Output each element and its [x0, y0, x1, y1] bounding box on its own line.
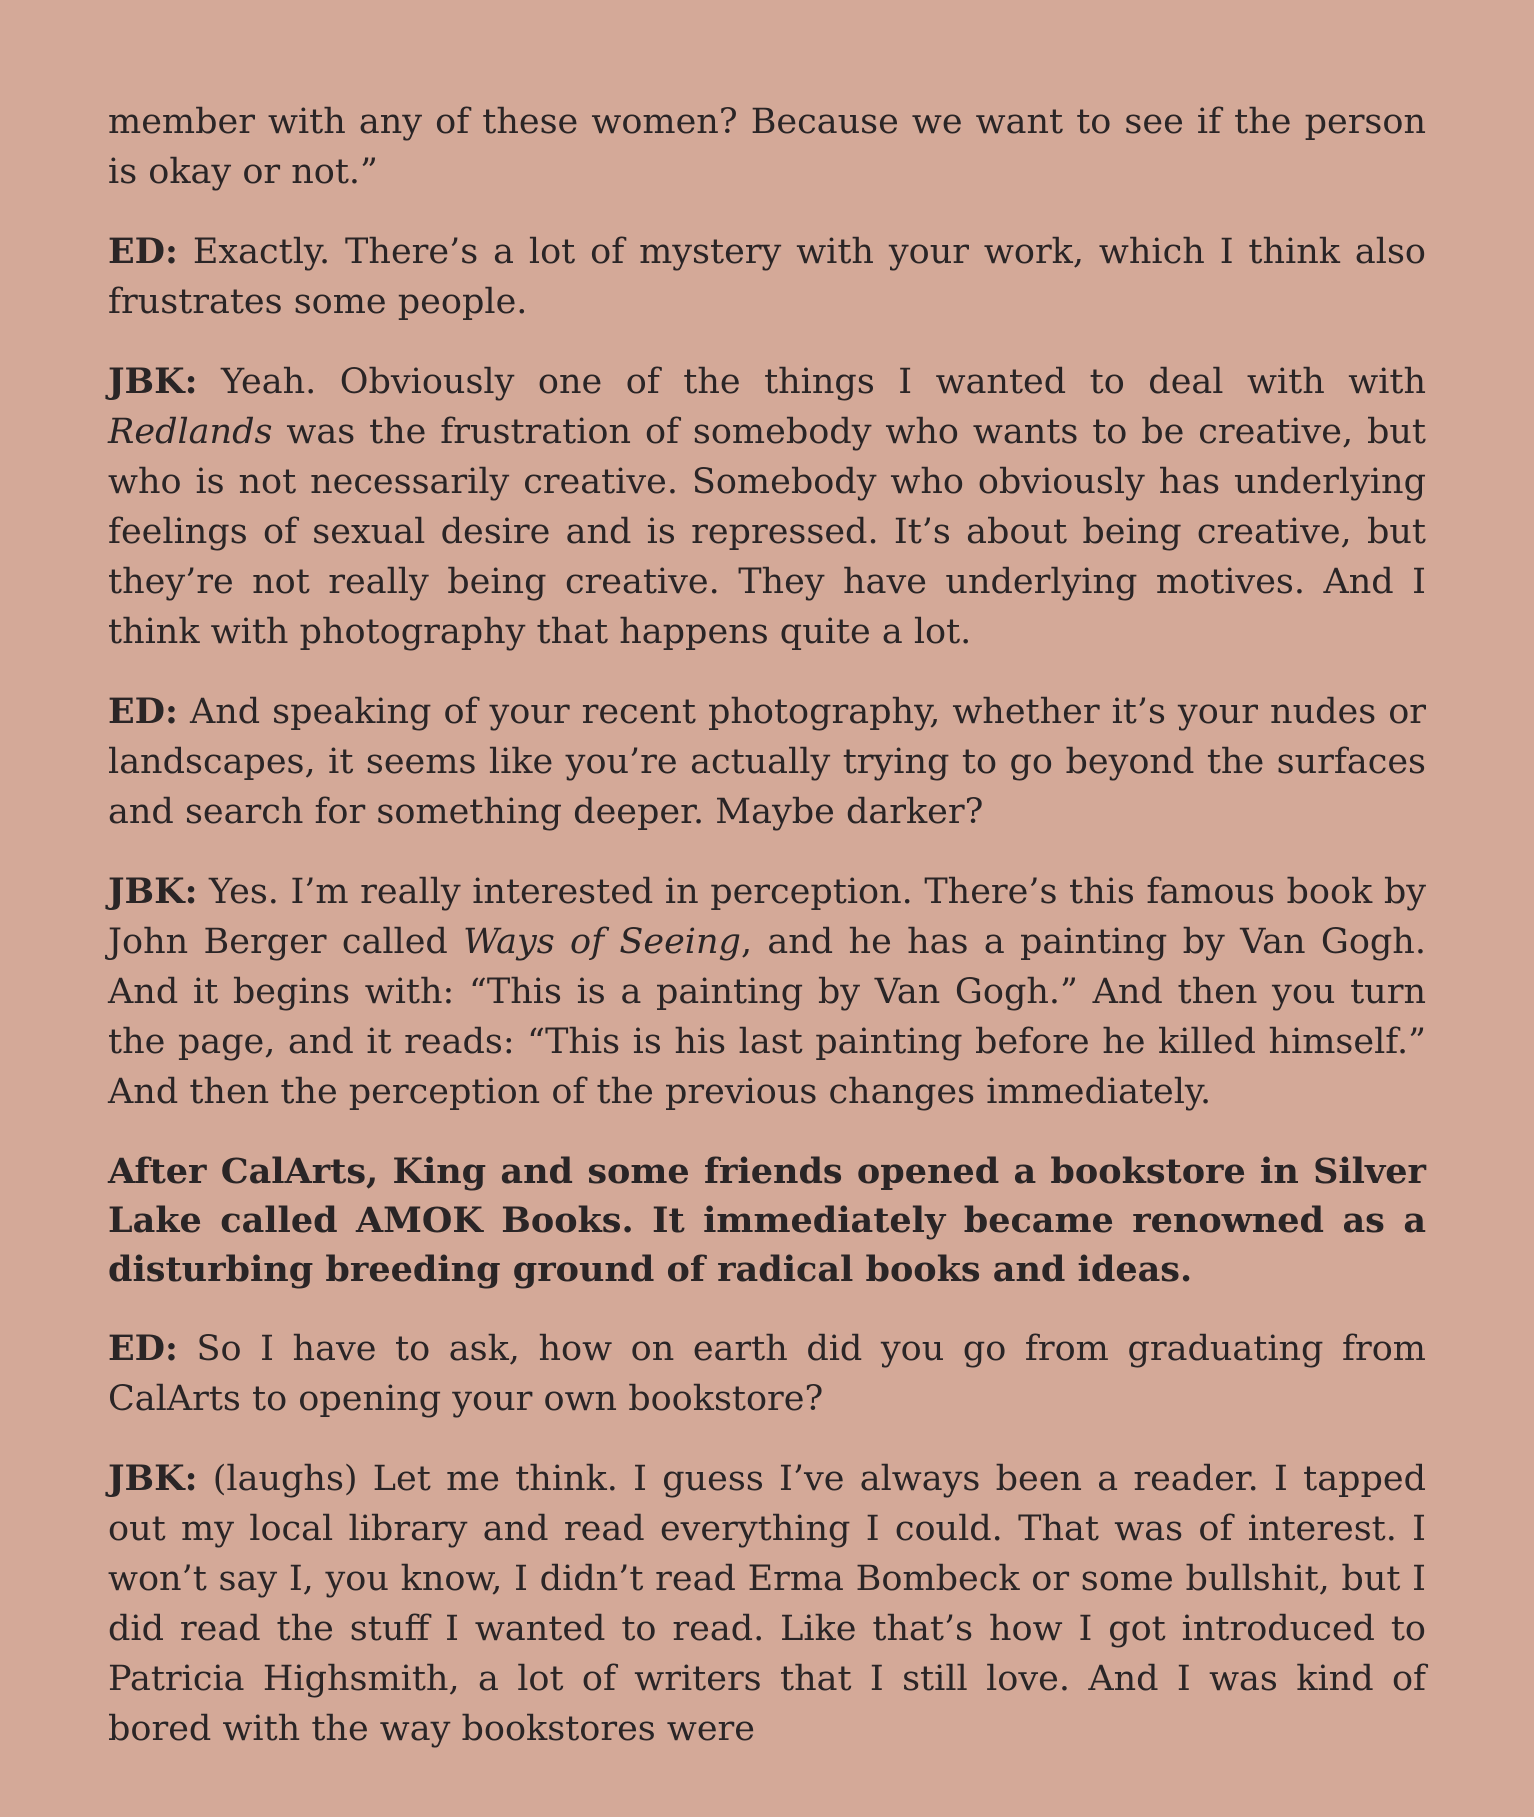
paragraph-text: (laughs) Let me think. I guess I’ve always been a reader. I tapped out my local library and read everything I could. That was of interest. I won’t say I, you know, I didn’t read Erma Bombeck or some bullshit, but I did read the stuff I wanted to read. Like that’s how I got introduced to Patricia Highsmith, a lot of writers that I still love. And I was kind of bored with the way bookstores were: [108, 1459, 1426, 1749]
editorial-interjection: [108, 1147, 1426, 1294]
book-title-italic: Ways of Seeing: [463, 922, 741, 962]
interview-text: [108, 97, 1426, 1784]
speaker-label: ED:: [108, 691, 178, 732]
paragraph-continuation: [108, 97, 1426, 197]
paragraph-jbk-3: [108, 1454, 1426, 1754]
speaker-label: ED:: [108, 1328, 178, 1369]
paragraph-jbk-1: [108, 357, 1426, 657]
speaker-label: JBK:: [108, 871, 198, 912]
book-title-italic: Redlands: [108, 412, 273, 452]
paragraph-text: Yeah. Obviously one of the things I wanted to deal with with: [197, 362, 1426, 402]
paragraph-text: , and he has a painting by Van Gogh. And it begins with: “This is a painting by Van Gogh.” And then you turn the page, and it reads: “This is his last painting before he killed himself.” And then the perception of the previous changes immediately.: [108, 922, 1426, 1112]
paragraph-text: After CalArts, King and some friends opened a bookstore in Silver Lake called AMOK Books. It immediately became renowned as a disturbing breeding ground of radical books and ideas.: [108, 1151, 1426, 1290]
paragraph-ed-1: [108, 227, 1426, 327]
paragraph-text: So I have to ask, how on earth did you go from graduating from CalArts to opening your own bookstore?: [108, 1329, 1426, 1419]
speaker-label: ED:: [108, 231, 178, 272]
paragraph-text: Yes. I’m really interested in perception. There’s this famous book by John Berger called: [108, 872, 1426, 962]
paragraph-jbk-2: [108, 867, 1426, 1117]
paragraph-text: And speaking of your recent photography, whether it’s your nudes or landscapes, it seems like you’re actually trying to go beyond the surfaces and search for something deeper. Maybe darker?: [108, 692, 1426, 832]
paragraph-ed-3: [108, 1324, 1426, 1424]
paragraph-text: Exactly. There’s a lot of mystery with your work, which I think also frustrates some people.: [108, 232, 1426, 322]
paragraph-ed-2: [108, 687, 1426, 837]
paragraph-text: member with any of these women? Because we want to see if the person is okay or not.”: [108, 102, 1426, 192]
speaker-label: JBK:: [108, 361, 198, 402]
speaker-label: JBK:: [108, 1458, 198, 1499]
paragraph-text: was the frustration of somebody who wants to be creative, but who is not necessarily creative. Somebody who obviously has underlying feelings of sexual desire and is repressed. It’s about being creative, but they’re not really being creative. They have underlying motives. And I think with photography that happens quite a lot.: [108, 412, 1426, 652]
